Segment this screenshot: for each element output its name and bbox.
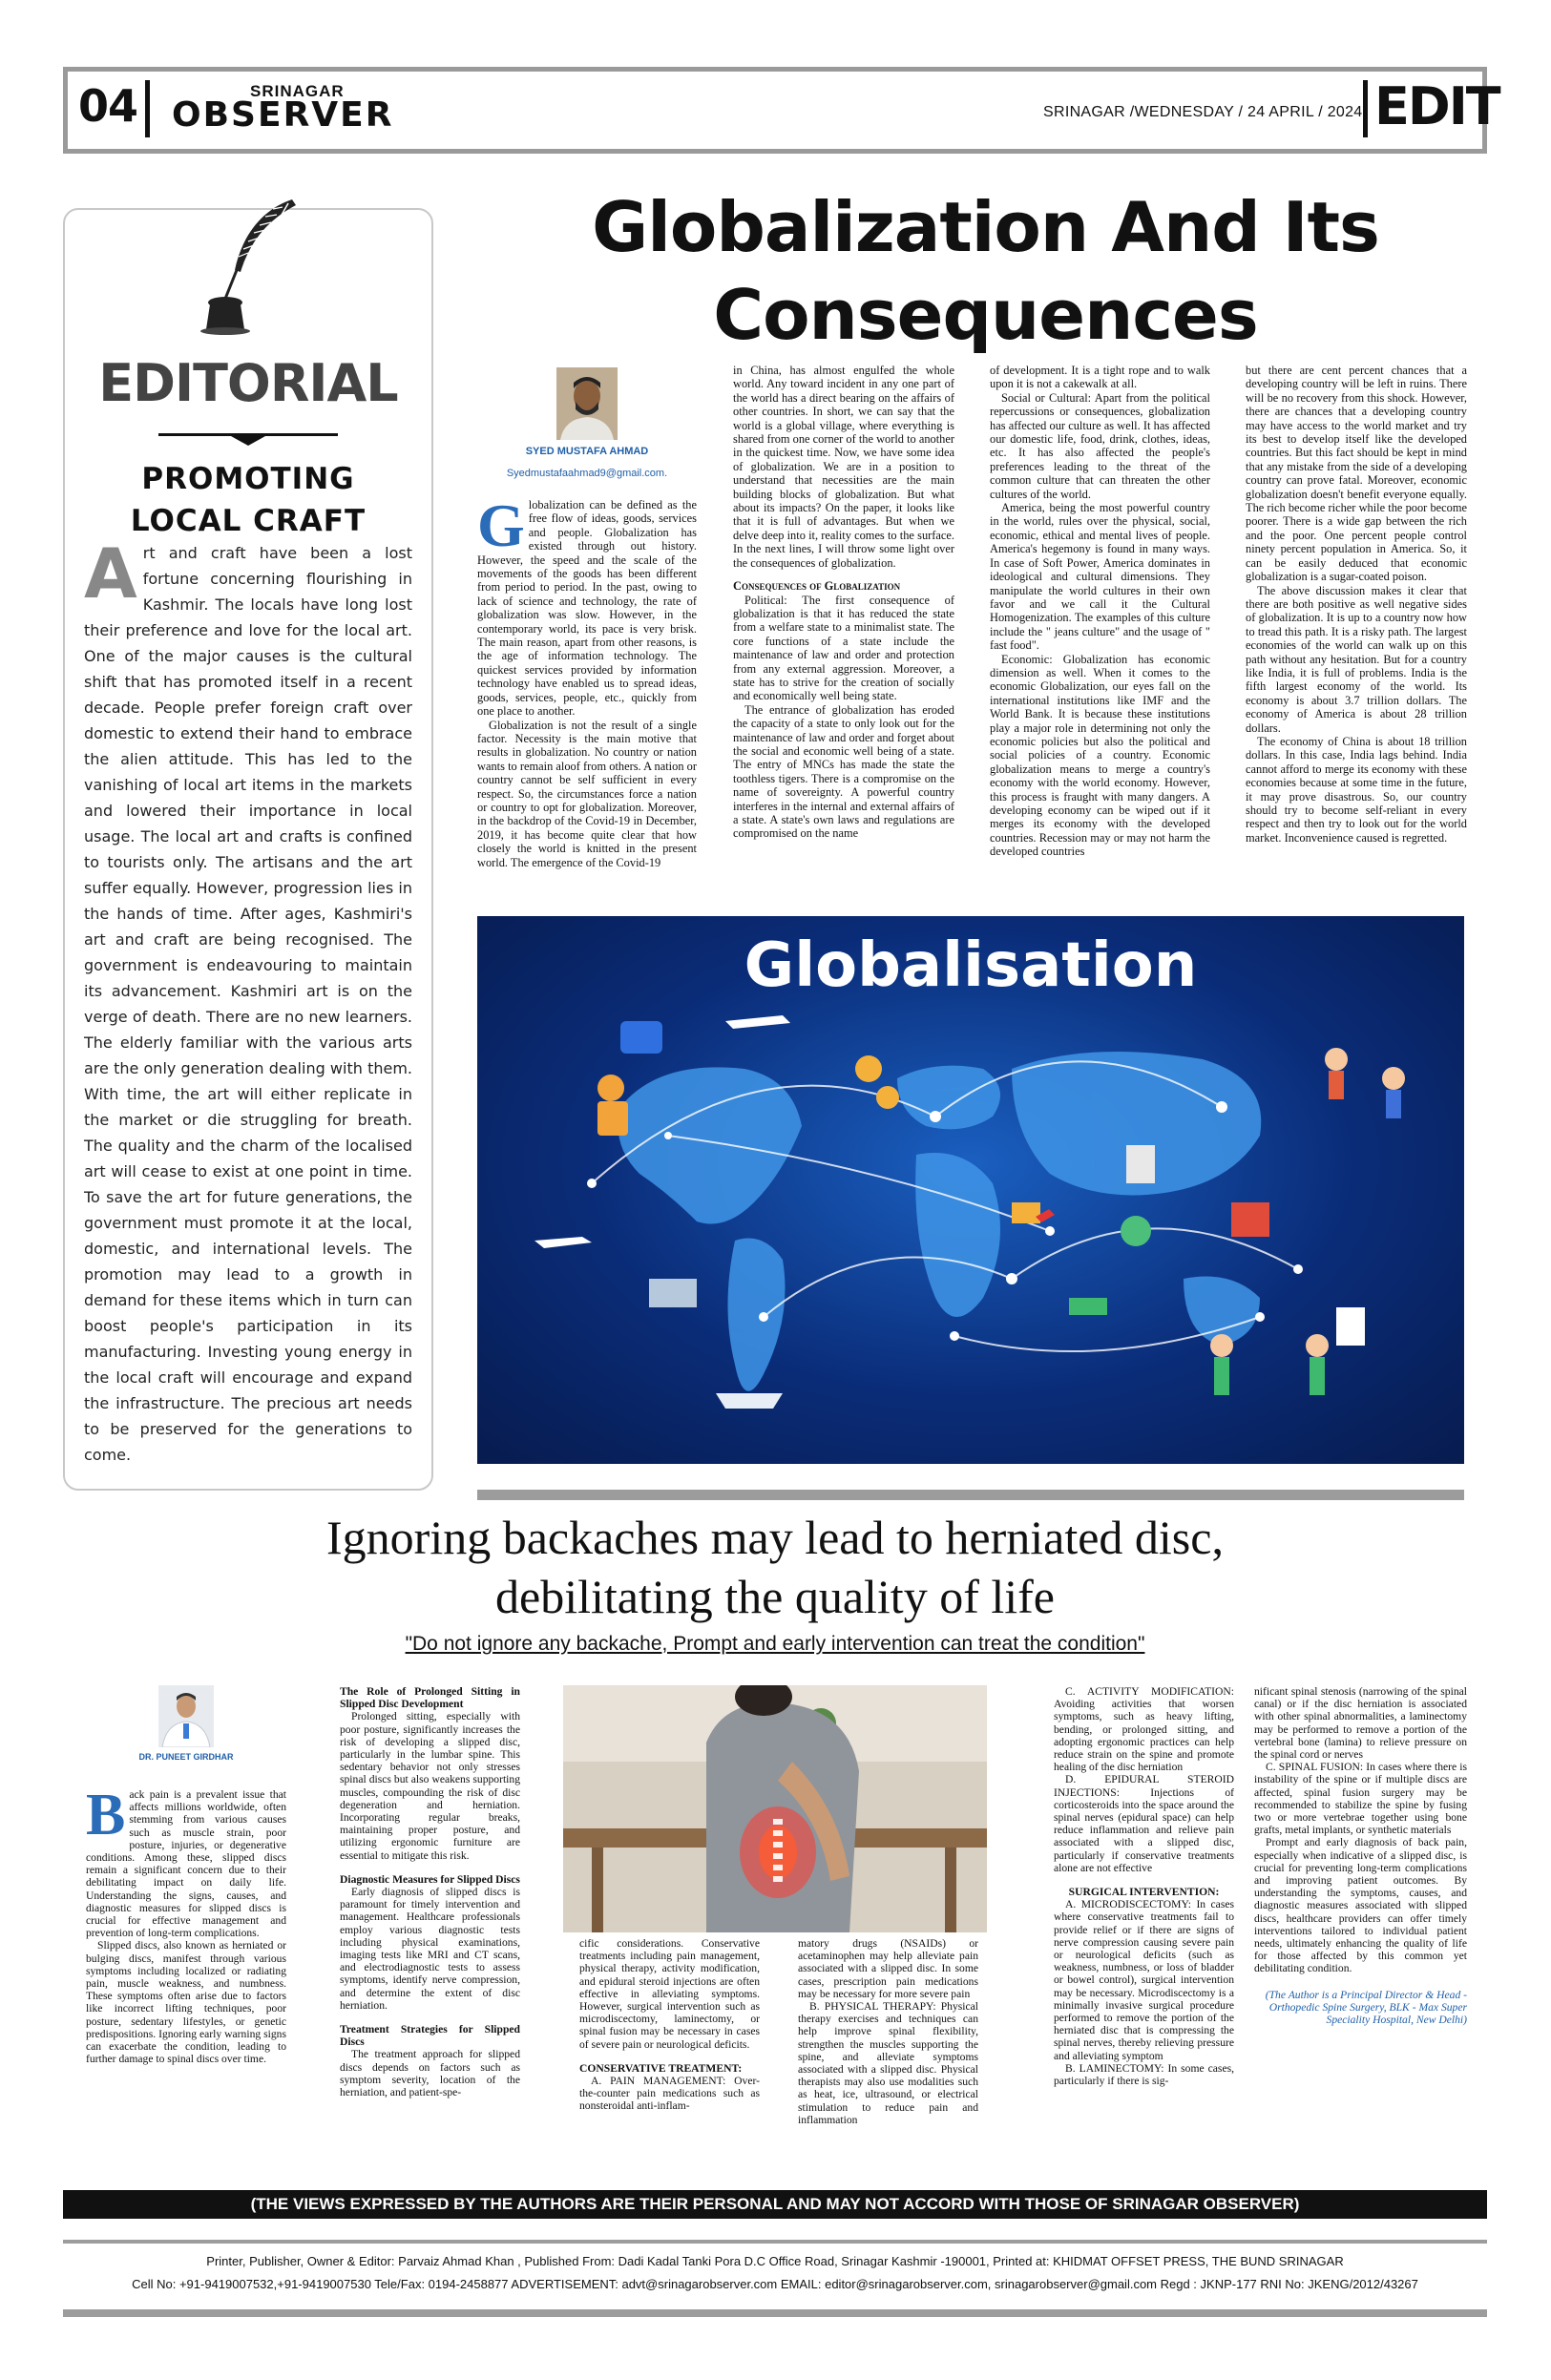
article2-drop-cap: B [86, 1783, 126, 1848]
article2-subhead: "Do not ignore any backache, Prompt and early intervention can treat the condition" [405, 1633, 1145, 1655]
section-divider [1363, 80, 1368, 137]
article1-col4-p2: The above discussion makes it clear that there are both positive as well negative sides of globalization. It is up to a country now how to tread this path. It is a risky path. The largest economies of the world can walk up on this path without any hesitation. But for a country like India, it is full of problems. India is the fifth largest economy of the world. Its economy is about 3.7 trillion dollars. The economy of America is about 28 trillion dollars. [1246, 583, 1467, 735]
article2-col5-p1: C. ACTIVITY MODIFICATION: Avoiding activities that worsen symptoms, such as heavy lifting, bending, or prolonged sitting, and adopting ergonomic practices can help reduce strain on the spine and promote healing of the disc herniation [1054, 1685, 1234, 1774]
article2-headline [63, 1508, 1487, 1626]
editorial-title [63, 458, 433, 542]
masthead-name: OBSERVER [172, 95, 394, 135]
article2-column-4 [798, 1937, 978, 2126]
editorial-text: rt and craft have been a lost fortune concerning flourishing in Kashmir. The locals have long lost their preference and love for the local art. One of the major causes is the cultural shift that has promoted itself in a recent decade. People prefer foreign craft over domestic to extend their hand to embrace the alien attitude. This has led to the vanishing of local art items in the markets and lowered their importance in local usage. The local art and crafts is confined to tourists only. The artisans and the art suffer equally. However, progression lies in the hands of time. After ages, Kashmiri's art and craft are being recognised. The government is endeavouring to maintain its advancement. Kashmiri art is on the verge of death. There are no new learners. The elderly familiar with the various arts are the only generation dealing with them. With time, the art will either replicate in the market or die struggling for breath. The quality and the charm of the localised art will cease to exist at one point in time. To save the art for future generations, the government must promote it at the local, domestic, and international levels. The promotion may lead to a growth in demand for these items which in turn can boost people's participation in its manufacturing. Investing young energy in the local craft will encourage and expand the infrastructure. The precious art needs to be preserved for the generations to come. [84, 544, 412, 1464]
article2-headline-line2: debilitating the quality of life [495, 1570, 1055, 1623]
article2-col2-p1: Prolonged sitting, especially with poor posture, significantly increases the risk of developing a slipped disc, particularly in the lumbar spine. This sedentary behavior not only stresses spinal discs but also weakens supporting muscles, compounding the risk of disc degeneration and herniation. Incorporating regular breaks, maintaining proper posture, and utilizing ergonomic furniture are essential to mitigate this risk. [340, 1710, 520, 1862]
quill-inkpot-icon [197, 196, 304, 337]
article1-col4-p3: The economy of China is about 18 trillion dollars. In this case, India lags behind. India cannot afford to merge its economy with these economies because at some time in the future, it may prove disastrous. So, our country should try to become self-reliant in every respect and then try to look out for the world market. Inconvenience caused is regretted. [1246, 734, 1467, 845]
footer-rule-top [63, 2240, 1487, 2244]
editorial-label: EDITORIAL [98, 353, 398, 413]
article1-column-3 [990, 364, 1210, 859]
page-number: 04 [78, 80, 138, 132]
article1-col2-heading: Consequences of Globalization [733, 579, 901, 594]
article1-col2-p3: The entrance of globalization has eroded the capacity of a state to only look out for the maintenance of law and order and forget about the social and economic well being of a state. The entry of MNCs has made the state the toothless tigers. There is a compromise on the name of sovereignty. A powerful country interferes in the internal and external affairs of a state. A state's own laws and regulations are compromised on the name [733, 702, 954, 841]
globalisation-title: Globalisation [744, 930, 1198, 1001]
article1-col1-p1: lobalization can be defined as the free flow of ideas, goods, services and people. Globalization has existed through out history. However, the speed and the scale of the movements of the goods has been different from period to period. In the past, owing to lack of science and technology, the rate of globalization was slow. However, in the contemporary world, its pace is very brisk. The main reason, apart from other reasons, is the age of information technology. The quickest services provided by information technology have enabled us to spread ideas, goods, services, people, etc., quickly from one place to another. [477, 498, 697, 719]
article2-headline-line1: Ignoring backaches may lead to herniated disc, [326, 1511, 1224, 1564]
article2-author-credit: (The Author is a Principal Director & Head - Orthopedic Spine Surgery, BLK - Max Super Speciality Hospital, New Delhi) [1265, 1988, 1467, 2027]
footer-rule-bottom [63, 2309, 1487, 2317]
article2-col5-p4: B. LAMINECTOMY: In some cases, particularly if there is sig- [1054, 2061, 1234, 2088]
article2-col2-p3: The treatment approach for slipped discs depends on factors such as symptom severity, location of the herniation, and patient-spe- [340, 2048, 520, 2099]
article2-col5-p3: A. MICRODISCECTOMY: In cases where conservative treatments fail to provide relief or if there are signs of nerve compression causing severe pain or neurological deficits (such as weakness, numbness, or loss of bladder or bowel control), surgical intervention may be necessary. Microdiscectomy is a minimally invasive surgical procedure performed to remove the portion of the herniated disc that is compressing the spinal nerves, thereby relieving pressure and alleviating symptom [1054, 1898, 1234, 2062]
article1-author: SYED MUSTAFA AHMAD [525, 446, 649, 457]
article2-col2-heading2: Diagnostic Measures for Slipped Discs [340, 1872, 520, 1886]
article2-col6-p1: nificant spinal stenosis (narrowing of the spinal canal) or if the disc herniation is associated with other spinal abnormalities, a laminectomy may be performed to remove a portion of the vertebral bone (lamina) to relieve pressure on the spinal cord or nerves [1254, 1685, 1467, 1762]
article2-col6-p3: Prompt and early diagnosis of back pain, especially when indicative of a slipped disc, is crucial for preventing long-term complications and improving patient outcomes. By understanding the symptoms, causes, and diagnostic measures associated with slipped discs, healthcare providers can offer timely interventions tailored to individual patient needs, ultimately enhancing the quality of life for those affected by this common yet debilitating condition. [1254, 1836, 1467, 1975]
article1-headline-line2: Consequences [713, 275, 1258, 355]
article2-column-3 [579, 1937, 760, 2113]
article2-col3-p2: A. PAIN MANAGEMENT: Over-the-counter pain medications such as nonsteroidal anti-inflam- [579, 2075, 760, 2113]
article2-col2-p2: Early diagnosis of slipped discs is paramount for timely intervention and management. Healthcare professionals employ various diagnostic tests including physical examinations, imaging tests like MRI and CT scans, and electrodiagnostic tests to assess symptoms, identify nerve compression, and determine the extent of disc herniation. [340, 1886, 520, 2012]
header-rule-top [63, 67, 1487, 72]
section-label: EDIT [1374, 76, 1499, 136]
article2-column-2 [340, 1685, 520, 2098]
page-number-divider [145, 80, 150, 137]
section-rule [477, 1490, 1464, 1500]
article2-col5-p2: D. EPIDURAL STEROID INJECTIONS: Injections of corticosteroids into the space around the spinal nerves (epidural space) can help reduce inflammation and relieve pain associated with a slipped disc, particularly if conservative treatments alone are not effective [1054, 1773, 1234, 1874]
imprint-line-1: Printer, Publisher, Owner & Editor: Parvaiz Ahmad Khan , Published From: Dadi Kadal Tanki Pora D.C Office Road, Srinagar Kashmir -190001, Printed at: KHIDMAT OFFSET PRESS, THE BUND SRINAGAR [206, 2254, 1344, 2268]
article2-col4-p1: matory drugs (NSAIDs) or acetaminophen may help alleviate pain associated with a slipped disc. In some cases, prescription pain medications may be necessary for more severe pain [798, 1937, 978, 2000]
article2-col2-heading: The Role of Prolonged Sitting in Slipped Disc Development [340, 1685, 520, 1711]
article1-column-1 [477, 491, 697, 869]
editorial-title-line2: LOCAL CRAFT [130, 504, 367, 538]
article1-column-2 [733, 364, 954, 841]
article1-col4-p1: but there are cent percent chances that a developing country will be left in ruins. There will be no recovery from this shock. However, there are chances that a developing country may have access to the world market and try its best to develop itself like the developed countries. But this fact should be kept in mind that any mistake from the side of a developing country can prove fatal. Moreover, economic globalization doesn't benefit everyone equally. The rich become richer while the poor become poorer. There is a wide gap between the rich and the poor. One percent people control ninety percent population in America. So, it can be easily deduced that economic globalization is a sugar-coated poison. [1246, 364, 1467, 584]
article1-col1-p2: Globalization is not the result of a single factor. Necessity is the main motive that results in globalization. No country or nation wants to remain aloof from others. A nation or country cannot be self sufficient in every respect. So, the circumstances force a nation or country to opt for globalization. Moreover, in the backdrop of the Covid-19 in December, 2019, it has become quite clear that how closely the world is knitted in the present world. The emergence of the Covid-19 [477, 718, 697, 869]
article2-col1-p1: ack pain is a prevalent issue that affects millions worldwide, often stemming from various causes such as muscle strain, poor posture, injuries, or degenerative conditions. Among these, slipped discs remain a significant concern due to their debilitating impact on daily life. Understanding the signs, causes, and diagnostic measures for slipped discs is crucial for effective management and prevention of long-term complications. [86, 1788, 286, 1940]
editorial-title-line1: PROMOTING [141, 462, 355, 496]
header-rule-left [63, 67, 68, 154]
article2-col5-heading: SURGICAL INTERVENTION: [1068, 1886, 1220, 1899]
dateline: SRINAGAR /WEDNESDAY / 24 APRIL / 2024 [1043, 104, 1363, 120]
article1-drop-cap: G [477, 491, 525, 559]
article2-col3-heading: CONSERVATIVE TREATMENT: [579, 2061, 743, 2075]
article2-column-6 [1254, 1685, 1467, 2026]
article2-column-1 [86, 1783, 286, 2066]
article1-col3-p4: Economic: Globalization has economic dimension as well. When it comes to the economic Globalization, our eyes fall on the international institutions like IMF and the World Bank. It is because these institutions play a major role in determining not only the economic policies but also the political and social policies of a country. Economic globalization means to merge a country's economy with the world economy. However, this process is fraught with many dangers. A developing economy can be wiped out if it merges its economy with the developed countries. Recession may or may not harm the developed countries [990, 652, 1210, 859]
masthead-city: SRINAGAR [250, 82, 345, 100]
editorial-body [84, 533, 412, 1468]
disclaimer-banner: (THE VIEWS EXPRESSED BY THE AUTHORS ARE THEIR PERSONAL AND MAY NOT ACCORD WITH THOSE OF SRINAGAR OBSERVER) [63, 2190, 1487, 2219]
article1-col3-p3: America, being the most powerful country in the world, rules over the physical, social, economic, ethical and mental lives of people. America's hegemony is found in many ways. In case of Soft Power, America dominates in ideological and cultural dimensions. They manipulate the world cultures in their own favor and we call it the Cultural Homogenization. The examples of this culture include the " jeans culture" and the usage of " fast food". [990, 501, 1210, 653]
doctor-photo [158, 1685, 214, 1747]
backache-photo [563, 1685, 987, 1932]
article2-col1-p2: Slipped discs, also known as herniated or bulging discs, manifest through various symptoms including localized or radiating pain, muscle weakness, and numbness. These symptoms often arise due to factors like incorrect lifting techniques, poor posture, sedentary lifestyles, or genetic predispositions. Ignoring early warning signs can exacerbate the condition, leading to further damage to spinal discs over time. [86, 1939, 286, 2066]
article2-col3-p1: cific considerations. Conservative treatments including pain management, physical therapy, activity modification, and epidural steroid injections are often effective in alleviating symptoms. However, surgical intervention such as microdiscectomy, laminectomy, or spinal fusion may be necessary in cases of severe pain or neurological deficits. [579, 1937, 760, 2051]
article2-column-5 [1054, 1685, 1234, 2087]
article2-col6-p2: C. SPINAL FUSION: In cases where there is instability of the spine or if multiple discs are affected, spinal fusion surgery may be recommended to stabilize the spine by fusing two or more vertebrae together using bone grafts, metal implants, or synthetic materials [1254, 1761, 1467, 1837]
arrow-down-icon [158, 429, 338, 447]
article2-author: DR. PUNEET GIRDHAR [138, 1752, 234, 1762]
article2-col4-p2: B. PHYSICAL THERAPY: Physical therapy exercises and techniques can help improve spinal flexibility, strengthen the muscles supporting the spine, and alleviate symptoms associated with a slipped disc. Physical therapists may also use modalities such as heat, ice, ultrasound, or electrical stimulation to reduce pain and inflammation [798, 2000, 978, 2126]
article1-headline-line1: Globalization And Its [592, 187, 1379, 267]
article2-col2-heading3: Treatment Strategies for Slipped Discs [340, 2023, 520, 2049]
editorial-drop-cap: A [84, 533, 137, 614]
header-rule-bottom [63, 149, 1487, 154]
article1-col2-p1: in China, has almost engulfed the whole world. Any toward incident in any one part of the world has a direct bearing on the affairs of other countries. In short, we can say that the world is a global village, where everything is shared from one corner of the world to another in the quickest time. Now, we have some idea of globalization. We are in a position to understand that necessities are the main building blocks of globalization. But what about its impacts? On the paper, it looks like that it is full of advantages. But when we delve deep into it, reality comes to the surface. In the next lines, I will throw some light over the consequences of globalization. [733, 364, 954, 570]
article1-col3-p2: Social or Cultural: Apart from the political repercussions or consequences, globalization has affected our culture as well. It has affected our domestic life, food, drink, clothes, ideas, etc. It has also affected the people's preferences leading to the threat of the common culture that can threaten the other cultures of the world. [990, 390, 1210, 501]
article1-email[interactable]: Syedmustafaahmad9@gmail.com. [506, 468, 668, 479]
article1-col3-p1: of development. It is a tight rope and to walk upon it is not a cakewalk at all. [990, 364, 1210, 391]
author-photo [556, 367, 618, 440]
article1-headline [477, 183, 1494, 359]
article1-col2-p2: Political: The first consequence of globalization is that it has reduced the state from a welfare state to a minimalist state. The core functions of a state include the maintenance of law and order and protection from any external aggression. Moreover, a state has to strive for the creation of socially and economically well being state. [733, 593, 954, 703]
article1-column-4 [1246, 364, 1467, 845]
imprint-line-2: Cell No: +91-9419007532,+91-9419007530 Tele/Fax: 0194-2458877 ADVERTISEMENT: advt@srinagarobserver.com EMAIL: editor@srinagarobserver.com, srinagarobserver@gmail.com Regd : JKNP-177 RNI No: JKENG/2012/43267 [132, 2277, 1418, 2291]
